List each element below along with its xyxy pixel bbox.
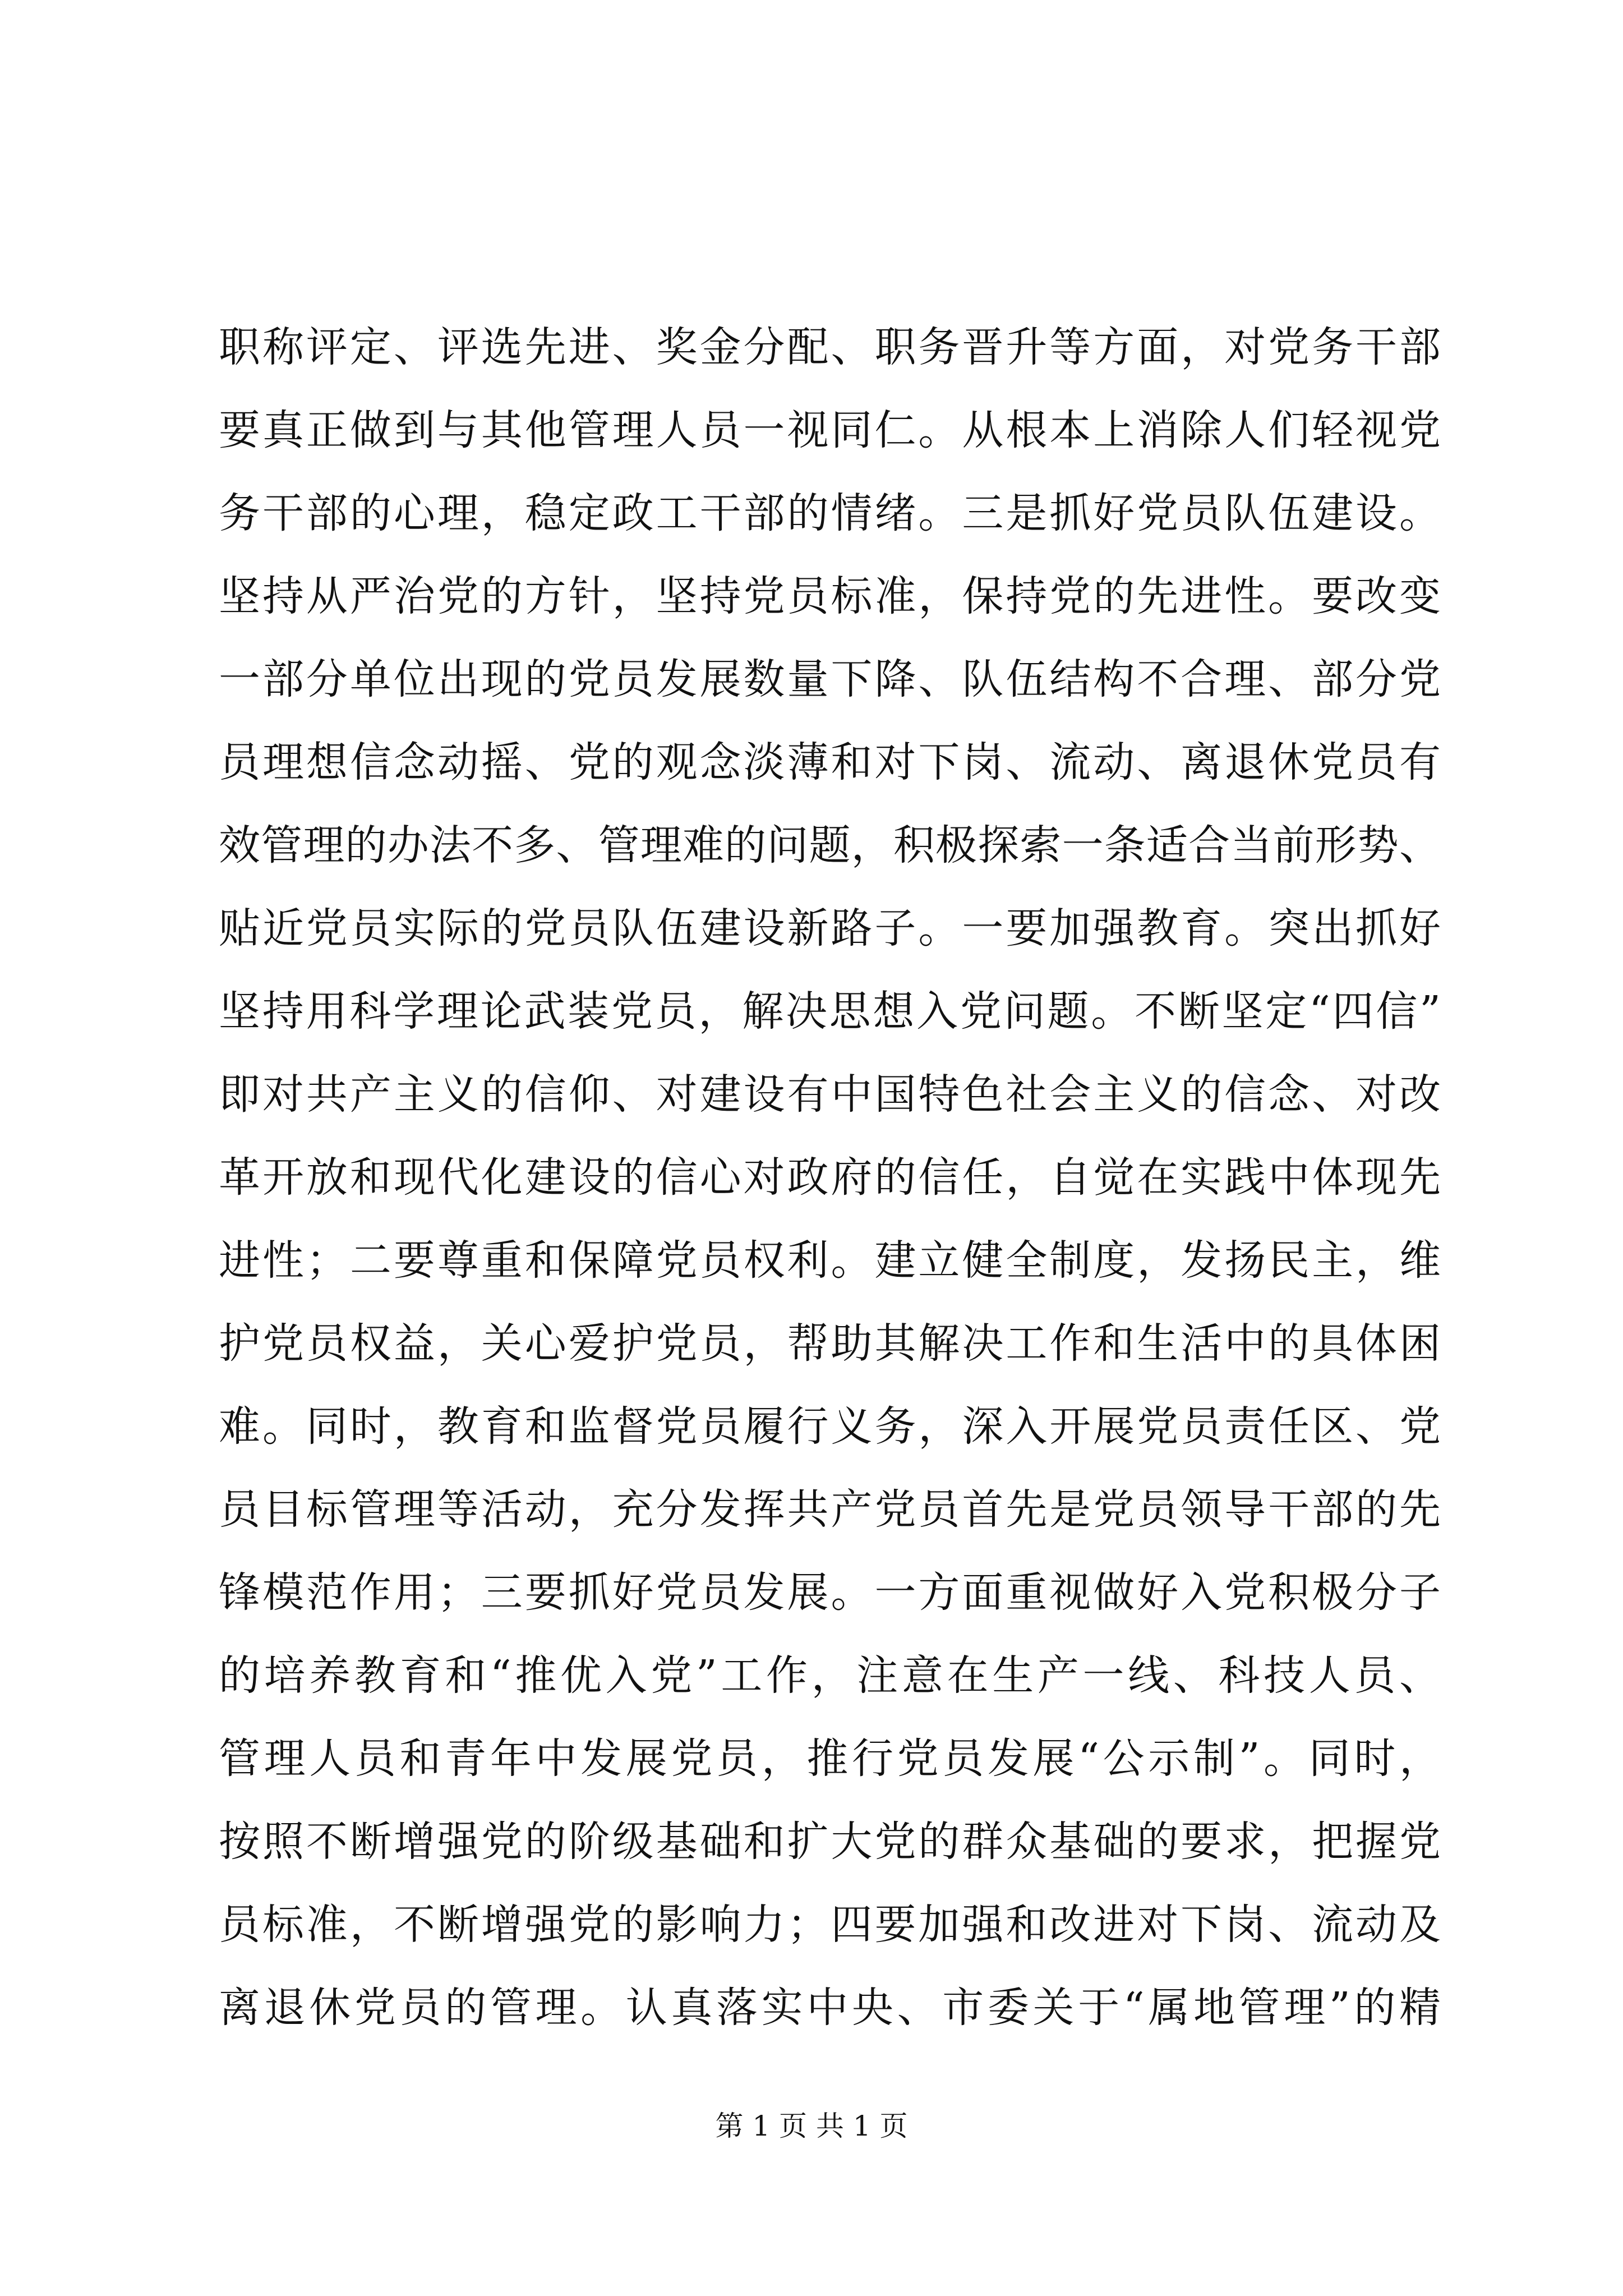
body-text	[219, 306, 1441, 2049]
text-line: 职称评定、评选先进、奖金分配、职务晋升等方面，对党务干部	[219, 323, 1441, 371]
text-line: 贴近党员实际的党员队伍建设新路子。一要加强教育。突出抓好	[219, 904, 1441, 953]
text-line: 的培养教育和“推优入党”工作，注意在生产一线、科技人员、	[219, 1651, 1441, 1700]
text-line: 按照不断增强党的阶级基础和扩大党的群众基础的要求，把握党	[219, 1818, 1441, 1866]
text-line: 务干部的心理，稳定政工干部的情绪。三是抓好党员队伍建设。	[219, 489, 1441, 537]
text-line: 一部分单位出现的党员发展数量下降、队伍结构不合理、部分党	[219, 655, 1441, 703]
text-line: 坚持从严治党的方针，坚持党员标准，保持党的先进性。要改变	[219, 572, 1441, 620]
text-line: 离退休党员的管理。认真落实中央、市委关于“属地管理”的精	[219, 1984, 1441, 2032]
text-line: 员目标管理等活动，充分发挥共产党员首先是党员领导干部的先	[219, 1485, 1441, 1534]
text-line: 进性；二要尊重和保障党员权利。建立健全制度，发扬民主，维	[219, 1236, 1441, 1285]
text-line: 坚持用科学理论武装党员，解决思想入党问题。不断坚定“四信”	[219, 987, 1441, 1036]
text-line: 效管理的办法不多、管理难的问题，积极探索一条适合当前形势、	[219, 821, 1441, 869]
text-line: 革开放和现代化建设的信心对政府的信任，自觉在实践中体现先	[219, 1153, 1441, 1202]
text-line: 要真正做到与其他管理人员一视同仁。从根本上消除人们轻视党	[219, 406, 1441, 454]
text-line: 员理想信念动摇、党的观念淡薄和对下岗、流动、离退休党员有	[219, 738, 1441, 786]
text-line: 员标准，不断增强党的影响力；四要加强和改进对下岗、流动及	[219, 1901, 1441, 1949]
text-line: 即对共产主义的信仰、对建设有中国特色社会主义的信念、对改	[219, 1070, 1441, 1119]
text-line: 难。同时，教育和监督党员履行义务，深入开展党员责任区、党	[219, 1402, 1441, 1451]
page-footer	[0, 2106, 1623, 2146]
text-line: 锋模范作用；三要抓好党员发展。一方面重视做好入党积极分子	[219, 1568, 1441, 1617]
page-number: 第 1 页 共 1 页	[715, 2110, 908, 2142]
text-line: 护党员权益，关心爱护党员，帮助其解决工作和生活中的具体困	[219, 1319, 1441, 1368]
text-line: 管理人员和青年中发展党员，推行党员发展“公示制”。同时，	[219, 1734, 1441, 1783]
